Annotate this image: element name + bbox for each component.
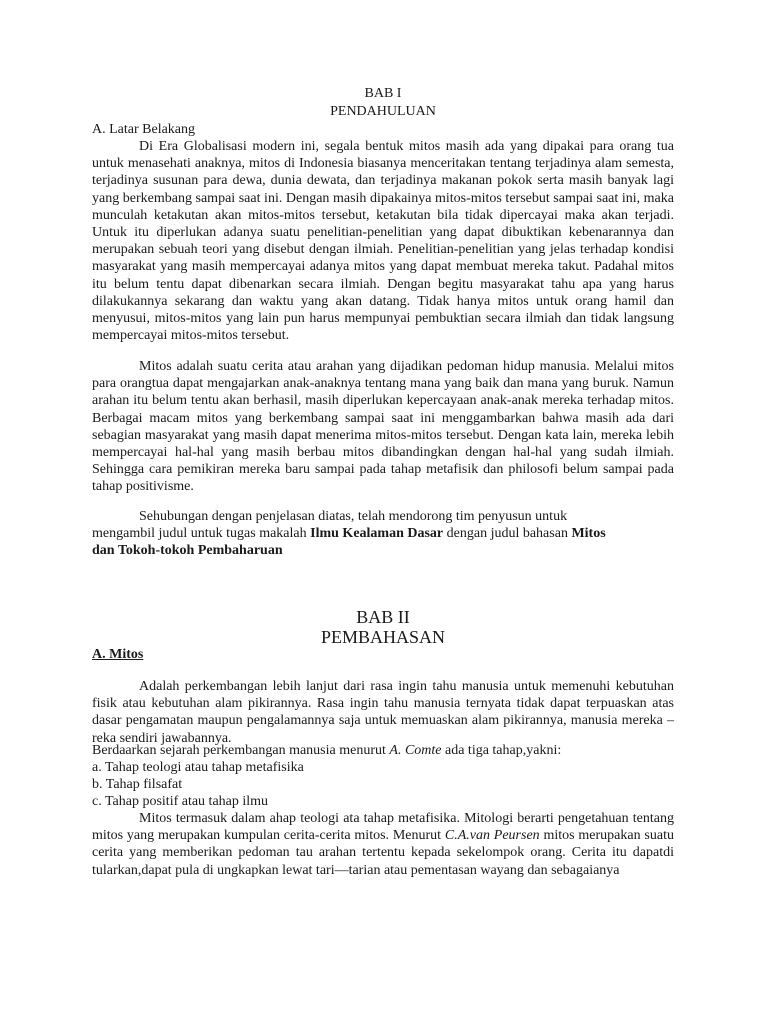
paragraph-latar-belakang-3-end [92, 542, 674, 559]
chapter-1-subtitle: PENDAHULUAN [330, 104, 436, 119]
paragraph-mitos-3 [92, 810, 674, 879]
list-item-filsafat: b. Tahap filsafat [92, 777, 183, 792]
topic-title-part-1: Mitos [571, 526, 606, 541]
author-peursen: C.A.van Peursen [444, 828, 540, 844]
section-latar-belakang-heading: A. Latar Belakang [92, 122, 196, 137]
p3b-text-pre: Mitos termasuk dalam ahap teologi ata tahap metafisika. Mitologi berarti pengetahuan tentang mitos yang merupakan kumpulan cerita-cerita mitos. Menurut [92, 811, 674, 844]
chapter-1-title: BAB I [364, 86, 402, 101]
course-title: Ilmu Kealaman Dasar [310, 526, 444, 541]
paragraph-mitos-2 [92, 742, 674, 759]
topic-title-part-2: dan Tokoh-tokoh Pembaharuan [92, 543, 283, 558]
p3-text-mid: dengan judul bahasan [443, 526, 572, 541]
p2-text-post: ada tiga tahap,yakni: [441, 743, 562, 758]
list-item-teologi: a. Tahap teologi atau tahap metafisika [92, 760, 304, 775]
chapter-2-title: BAB II [356, 607, 410, 627]
p2-text-pre: Berdaarkan sejarah perkembangan manusia menurut [92, 743, 390, 758]
chapter-2-subtitle: PEMBAHASAN [320, 627, 446, 647]
author-comte: A. Comte [389, 743, 442, 758]
paragraph-latar-belakang-1: Di Era Globalisasi modern ini, segala bentuk mitos masih ada yang dipakai para orang tua untuk menasehati anaknya, mitos di Indonesia biasanya menceritakan tentang terjadinya alam semesta, terjadinya susunan para dewa, dunia dewata, dan terjadinya makanan pokok serta masih banyak lagi yang berkembang sampai saat ini. Dengan masih dipakainya mitos-mitos tersebut sampai saat ini, maka munculah ketakutan akan mitos-mitos tersebut, ketakutan bila tidak dipercayai maka akan terjadi. Untuk itu diperlukan adanya suatu penelitian-penelitian yang dapat dibuktikan kebenarannya dan merupakan sebuah teori yang disebut dengan ilmiah. Penelitian-penelitian yang jelas terhadap kondisi masyarakat yang masih mempercayai adanya mitos yang dapat membuat mereka takut. Padahal mitos itu belum tentu dapat dibenarkan secara ilmiah. Dengan begitu masyarakat tahu apa yang harus dilakukannya sekarang dan waktu yang akan datang. Tidak hanya mitos untuk orang hamil dan menyusui, mitos-mitos yang lain pun harus mempunyai pembuktian secara ilmiah dan tidak langsung mempercayai mitos-mitos tersebut. [92, 139, 674, 344]
paragraph-latar-belakang-3 [92, 525, 674, 542]
p3-text-pre: mengambil judul untuk tugas makalah [92, 526, 311, 541]
list-item-positif: c. Tahap positif atau tahap ilmu [92, 794, 269, 809]
section-mitos-heading-text: A. Mitos [92, 647, 144, 662]
section-mitos-heading [92, 646, 674, 663]
paragraph-latar-belakang-3-line-1: Sehubungan dengan penjelasan diatas, telah mendorong tim penyusun untuk [139, 509, 568, 524]
p3b-text-post: mitos merupakan suatu cerita yang memberikan pedoman tau arahan tertentu kepada sekelompok orang. Cerita itu dapatdi tularkan,dapat pula di ungkapkan lewat tari—tarian atau pementasan wayang dan sebagaianya [92, 828, 674, 878]
paragraph-latar-belakang-2: Mitos adalah suatu cerita atau arahan yang dijadikan pedoman hidup manusia. Melalui mitos para orangtua dapat mengajarkan anak-anaknya tentang mana yang baik dan mana yang buruk. Namun arahan itu belum tentu akan berhasil, masih diperlukan kepercayaan anak-anak mereka terhadap mitos. Berbagai macam mitos yang berkembang sampai saat ini menggambarkan bahwa masih ada dari sebagian masyarakat yang masih dapat menerima mitos-mitos tersebut. Dengan kata lain, mereka lebih mempercayai hal-hal yang masih berbau mitos dibandingkan dengan hal-hal yang sudah ilmiah. Sehingga cara pemikiran mereka baru sampai pada tahap metafisik dan philosofi belum sampai pada tahap positivisme. [92, 359, 674, 495]
paragraph-mitos-1: Adalah perkembangan lebih lanjut dari rasa ingin tahu manusia untuk memenuhi kebutuhan fisik atau kebutuhan alam pikirannya. Rasa ingin tahu manusia ternyata tidak dapat terpuaskan atas dasar pengamatan maupun pengalamannya saja untuk memuaskan alam pikirannya, manusia mereka – reka sendiri jawabannya. [92, 679, 674, 746]
